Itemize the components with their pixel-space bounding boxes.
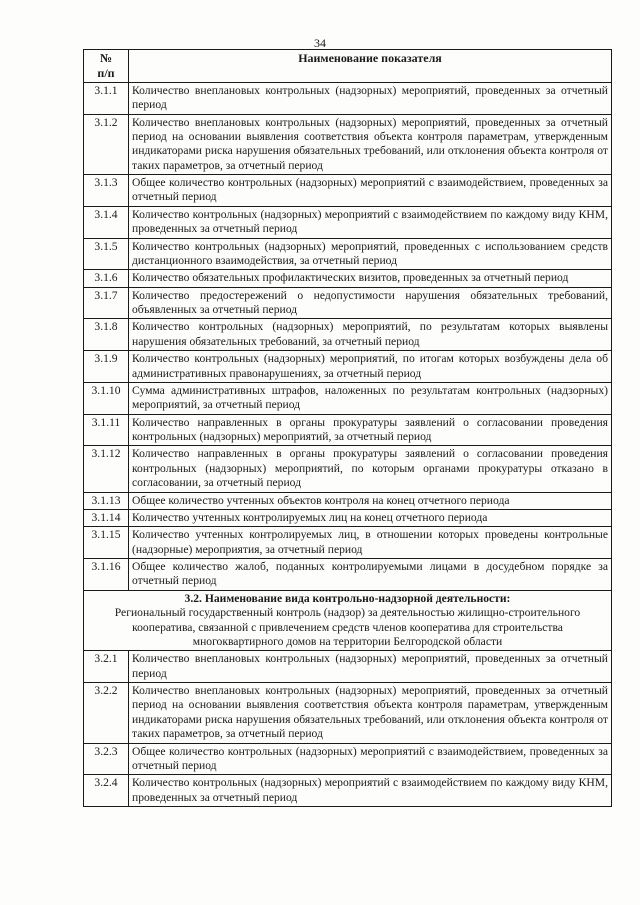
table-row	[84, 743, 612, 775]
table-row	[84, 382, 612, 414]
indicator-name: Количество внеплановых контрольных (надзорных) мероприятий, проведенных за отчетный период на основании выявления соответствия объекта контроля параметрам, утвержденным индикаторами риска нарушения обязательных требований, или отклонения объекта контроля от таких параметров, за отчетный период	[129, 114, 612, 175]
table-row	[84, 683, 612, 744]
table-row	[84, 775, 612, 807]
indicator-number: 3.2.4	[84, 775, 129, 807]
table-row	[84, 270, 612, 287]
table-row	[84, 351, 612, 383]
table-row	[84, 319, 612, 351]
column-header-number: № п/п	[84, 50, 129, 83]
section-heading-row	[84, 590, 612, 651]
indicator-name: Количество контрольных (надзорных) мероприятий с взаимодействием по каждому виду КНМ, проведенных за отчетный период	[129, 775, 612, 807]
indicator-number: 3.1.11	[84, 414, 129, 446]
indicator-number: 3.1.6	[84, 270, 129, 287]
indicator-name: Сумма административных штрафов, наложенных по результатам контрольных (надзорных) мероприятий, за отчетный период	[129, 382, 612, 414]
table-body-section-3-1	[84, 82, 612, 590]
section-heading-cell	[84, 590, 612, 651]
indicator-name: Количество учтенных контролируемых лиц, в отношении которых проведены контрольные (надзорные) мероприятия, за отчетный период	[129, 527, 612, 559]
indicator-number: 3.1.13	[84, 492, 129, 509]
page-number: 34	[314, 36, 326, 50]
indicator-name: Количество направленных в органы прокуратуры заявлений о согласовании проведения контрольных (надзорных) мероприятий, по которым органами прокуратуры отказано в согласовании, за отчетный период	[129, 446, 612, 492]
table-body-section-3-2-heading	[84, 590, 612, 651]
table-row	[84, 414, 612, 446]
section-description: Региональный государственный контроль (надзор) за деятельностью жилищно-строительного кооператива, связанной с привлечением средств членов кооператива для строительства многоквартирного домов на территории Белгородской области	[114, 606, 581, 648]
indicator-name: Общее количество учтенных объектов контроля на конец отчетного периода	[129, 492, 612, 509]
indicator-name: Количество контрольных (надзорных) мероприятий, по результатам которых выявлены нарушения обязательных требований, за отчетный период	[129, 319, 612, 351]
indicator-name: Количество контрольных (надзорных) мероприятий, проведенных с использованием средств дистанционного взаимодействия, за отчетный период	[129, 238, 612, 270]
indicator-number: 3.2.2	[84, 683, 129, 744]
table-row	[84, 446, 612, 492]
indicator-name: Количество внеплановых контрольных (надзорных) мероприятий, проведенных за отчетный период	[129, 651, 612, 683]
indicator-number: 3.1.8	[84, 319, 129, 351]
indicator-number: 3.1.15	[84, 527, 129, 559]
indicator-name: Количество учтенных контролируемых лиц на конец отчетного периода	[129, 509, 612, 526]
indicators-table	[83, 49, 612, 807]
table-row	[84, 527, 612, 559]
table-row	[84, 238, 612, 270]
indicator-name: Количество контрольных (надзорных) мероприятий, по итогам которых возбуждены дела об административных правонарушениях, за отчетный период	[129, 351, 612, 383]
indicator-name: Количество обязательных профилактических визитов, проведенных за отчетный период	[129, 270, 612, 287]
indicator-name: Количество внеплановых контрольных (надзорных) мероприятий, проведенных за отчетный период	[129, 82, 612, 114]
indicator-number: 3.2.1	[84, 651, 129, 683]
indicator-number: 3.1.14	[84, 509, 129, 526]
table-row	[84, 206, 612, 238]
table-row	[84, 114, 612, 175]
indicator-number: 3.1.9	[84, 351, 129, 383]
indicator-name: Общее количество контрольных (надзорных) мероприятий с взаимодействием, проведенных за отчетный период	[129, 175, 612, 207]
table-body-section-3-2	[84, 651, 612, 807]
indicator-number: 3.1.16	[84, 559, 129, 591]
indicator-name: Количество контрольных (надзорных) мероприятий с взаимодействием по каждому виду КНМ, проведенных за отчетный период	[129, 206, 612, 238]
indicator-name: Количество предостережений о недопустимости нарушения обязательных требований, объявленных за отчетный период	[129, 287, 612, 319]
table-header-row	[84, 50, 612, 83]
table-row	[84, 287, 612, 319]
table-row	[84, 509, 612, 526]
table-row	[84, 175, 612, 207]
indicator-number: 3.1.2	[84, 114, 129, 175]
section-title: 3.2. Наименование вида контрольно-надзорной деятельности:	[184, 591, 511, 605]
table-row	[84, 492, 612, 509]
indicator-number: 3.1.4	[84, 206, 129, 238]
indicator-number: 3.1.10	[84, 382, 129, 414]
indicator-number: 3.1.3	[84, 175, 129, 207]
indicator-number: 3.1.7	[84, 287, 129, 319]
indicator-name: Количество внеплановых контрольных (надзорных) мероприятий, проведенных за отчетный период на основании выявления соответствия объекта контроля параметрам, утвержденным индикаторами риска нарушения обязательных требований, или отклонения объекта контроля от таких параметров, за отчетный период	[129, 683, 612, 744]
indicator-number: 3.1.1	[84, 82, 129, 114]
indicator-name: Общее количество контрольных (надзорных) мероприятий с взаимодействием, проведенных за отчетный период	[129, 743, 612, 775]
indicator-number: 3.1.5	[84, 238, 129, 270]
indicator-number: 3.2.3	[84, 743, 129, 775]
table-row	[84, 559, 612, 591]
table-row	[84, 82, 612, 114]
table-row	[84, 651, 612, 683]
indicator-name: Количество направленных в органы прокуратуры заявлений о согласовании проведения контрольных (надзорных) мероприятий, за отчетный период	[129, 414, 612, 446]
indicator-name: Общее количество жалоб, поданных контролируемыми лицами в досудебном порядке за отчетный период	[129, 559, 612, 591]
column-header-name: Наименование показателя	[129, 50, 612, 83]
indicator-number: 3.1.12	[84, 446, 129, 492]
